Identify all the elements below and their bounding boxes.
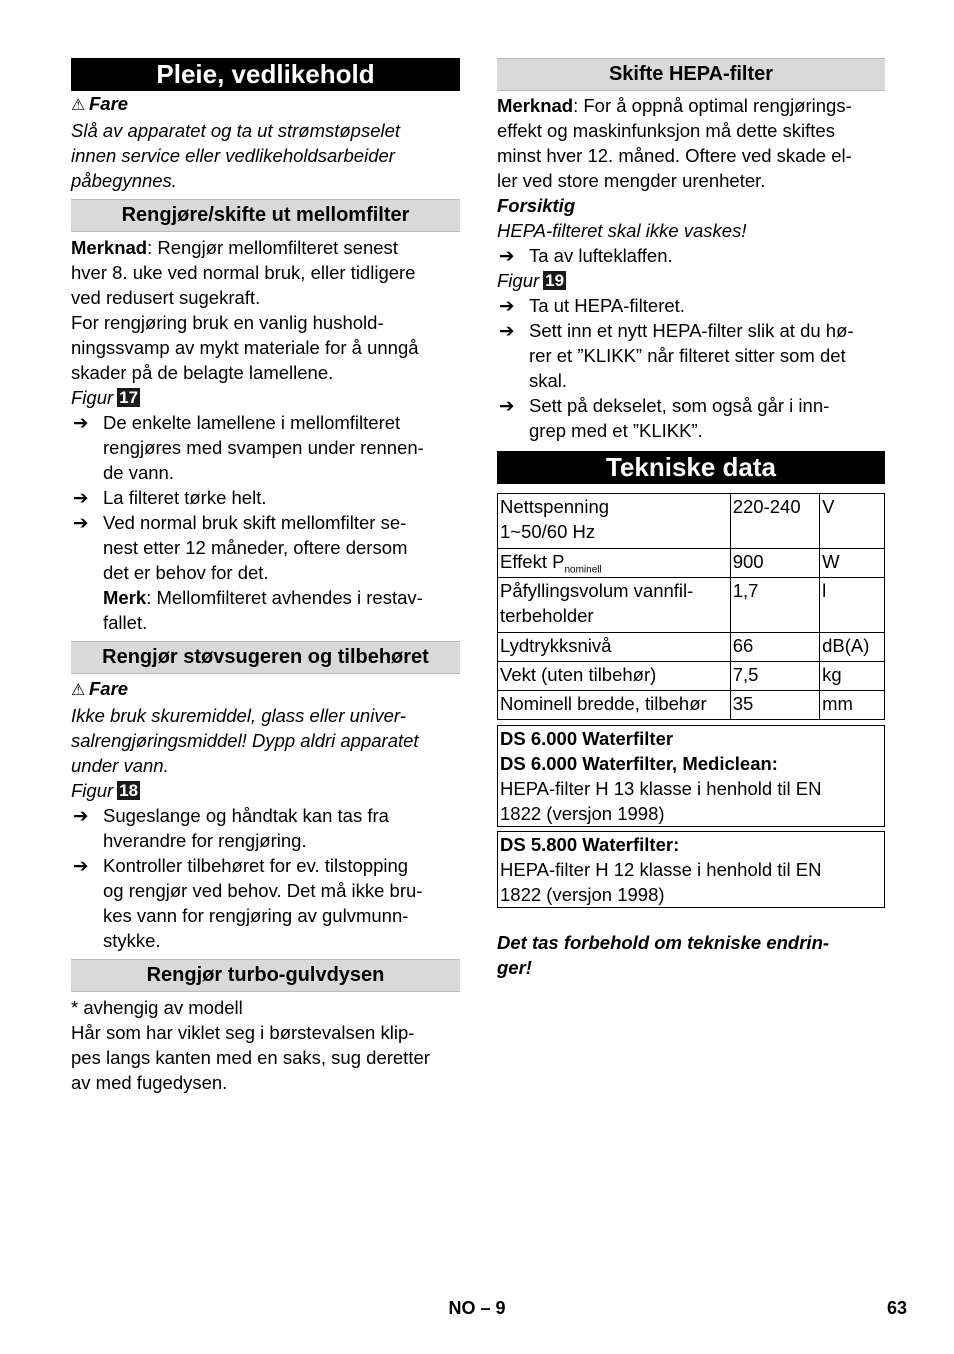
text-line: : For å oppnå optimal rengjørings-: [573, 95, 852, 116]
list-item: [497, 243, 885, 268]
disclaimer: [497, 930, 885, 980]
warning-text: [71, 118, 460, 193]
caution-text: HEPA-filteret skal ikke vaskes!: [497, 220, 747, 241]
text-line: : Mellomfilteret avhendes i restav-: [146, 587, 423, 608]
text-line: skader på de belagte lamellene.: [71, 362, 334, 383]
table-cell: dB(A): [820, 633, 885, 662]
body-paragraph: [71, 310, 460, 385]
arrow-icon: ➔: [73, 805, 89, 826]
list-item: [71, 485, 460, 510]
table-cell: [498, 578, 731, 633]
text-line: Ikke bruk skuremiddel, glass eller univer-: [71, 705, 406, 726]
list-item: [71, 410, 460, 485]
arrow-icon: ➔: [73, 412, 89, 433]
table-cell: [498, 494, 731, 549]
arrow-icon: ➔: [499, 395, 515, 416]
table-cell: Nominell bredde, tilbehør: [498, 691, 731, 720]
list-item: [71, 803, 460, 853]
text-line: effekt og maskinfunksjon må dette skiftes: [497, 120, 835, 141]
warning-heading: [71, 676, 460, 703]
table-row: [498, 691, 885, 720]
text-line: HEPA-filter H 13 klasse i henhold til EN: [500, 778, 822, 799]
warning-triangle-icon: ⚠: [71, 97, 86, 114]
arrow-icon: ➔: [499, 295, 515, 316]
text-line: Påfyllingsvolum vannfil-: [500, 580, 694, 601]
text-line: rer et ”KLIKK” når filteret sitter som det: [529, 345, 846, 366]
arrow-icon: ➔: [499, 320, 515, 341]
table-cell: V: [820, 494, 885, 549]
page-number: 63: [886, 1298, 907, 1318]
table-cell: mm: [820, 691, 885, 720]
figure-reference: [71, 778, 460, 803]
table-cell: 220-240: [730, 494, 819, 549]
text-line: de vann.: [103, 462, 174, 483]
arrow-icon: ➔: [499, 245, 515, 266]
text-line: Sett på dekselet, som også går i inn-: [529, 395, 830, 416]
text-line: For rengjøring bruk en vanlig hushold-: [71, 312, 384, 333]
box-heading: DS 5.800 Waterfilter:: [500, 834, 680, 855]
caution-label: Forsiktig: [497, 195, 576, 216]
arrow-icon: ➔: [73, 512, 89, 533]
warning-label: Fare: [89, 678, 129, 699]
table-row: [498, 578, 885, 633]
table-row: [498, 662, 885, 691]
warning-label: Fare: [89, 93, 129, 114]
text-line: Ved normal bruk skift mellomfilter se-: [103, 512, 407, 533]
text-line: Slå av apparatet og ta ut strømstøpselet: [71, 120, 401, 141]
text-line: kes vann for rengjøring av gulvmunn-: [103, 905, 409, 926]
text-line: påbegynnes.: [71, 170, 177, 191]
table-cell: 1,7: [730, 578, 819, 633]
warning-text: [71, 703, 460, 778]
box-heading: DS 6.000 Waterfilter: [500, 728, 674, 749]
text-line: hver 8. uke ved normal bruk, eller tidligere: [71, 262, 416, 283]
list-item: [497, 293, 885, 318]
table-cell: 66: [730, 633, 819, 662]
text-line: Sugeslange og håndtak kan tas fra: [103, 805, 389, 826]
text-line: Nettspenning: [500, 496, 610, 517]
table-cell: Vekt (uten tilbehør): [498, 662, 731, 691]
text-line: Kontroller tilbehøret for ev. tilstopping: [103, 855, 409, 876]
text-line: HEPA-filter H 12 klasse i henhold til EN: [500, 859, 822, 880]
text-line: Ta ut HEPA-filteret.: [529, 295, 685, 316]
figure-number: 17: [119, 388, 139, 407]
text-line: Det tas forbehold om tekniske endrin-: [497, 932, 830, 953]
table-cell: 35: [730, 691, 819, 720]
text-line: 1822 (versjon 1998): [500, 884, 665, 905]
right-column: [497, 58, 885, 980]
arrow-icon: ➔: [73, 487, 89, 508]
figure-label: Figur: [497, 270, 540, 291]
box-heading: DS 6.000 Waterfilter, Mediclean:: [500, 753, 778, 774]
body-paragraph: [71, 995, 460, 1095]
text-line: minst hver 12. måned. Oftere ved skade el-: [497, 145, 852, 166]
spec-table: [497, 493, 885, 720]
text-line: 1~50/60 Hz: [500, 521, 596, 542]
note-paragraph: [497, 93, 885, 193]
table-cell: 900: [730, 549, 819, 578]
table-cell: 7,5: [730, 662, 819, 691]
table-cell: W: [820, 549, 885, 578]
text-line: det er behov for det.: [103, 562, 269, 583]
text-line: Sett inn et nytt HEPA-filter slik at du hø-: [529, 320, 854, 341]
list-item: [497, 393, 885, 443]
text-line: Hår som har viklet seg i børstevalsen klip-: [71, 1022, 415, 1043]
table-cell: kg: [820, 662, 885, 691]
text-line: salrengjøringsmiddel! Dypp aldri apparatet: [71, 730, 419, 751]
text-line: ger!: [497, 957, 532, 978]
list-item: [497, 318, 885, 393]
warning-heading: [71, 91, 460, 118]
text-line: hverandre for rengjøring.: [103, 830, 307, 851]
text-line: terbeholder: [500, 605, 594, 626]
filter-info-box: [497, 725, 885, 827]
table-row: [498, 494, 885, 549]
text-line: og rengjør ved behov. Det må ikke bru-: [103, 880, 423, 901]
text-line: De enkelte lamellene i mellomfilteret: [103, 412, 401, 433]
text-line: grep med et ”KLIKK”.: [529, 420, 703, 441]
arrow-icon: ➔: [73, 855, 89, 876]
list-item: [71, 853, 460, 953]
subscript: nominell: [564, 564, 602, 576]
table-row: [498, 549, 885, 578]
section-title-turbo-nozzle: Rengjør turbo-gulvdysen: [71, 959, 460, 992]
text-line: ler ved store mengder urenheter.: [497, 170, 766, 191]
merk-label: Merk: [103, 587, 147, 608]
text-line: ved redusert sugekraft.: [71, 287, 261, 308]
text-line: rengjøres med svampen under rennen-: [103, 437, 424, 458]
text-line: Effekt P: [500, 551, 565, 572]
table-row: [498, 633, 885, 662]
figure-reference: [497, 268, 885, 293]
text-line: Ta av lufteklaffen.: [529, 245, 673, 266]
note-label: Merknad: [71, 237, 148, 258]
text-line: La filteret tørke helt.: [103, 487, 267, 508]
section-title-hepa: Skifte HEPA-filter: [497, 58, 885, 91]
footer-section-label: NO – 9: [448, 1298, 506, 1318]
table-cell: Lydtrykksnivå: [498, 633, 731, 662]
text-line: : Rengjør mellomfilteret senest: [147, 237, 398, 258]
text-line: fallet.: [103, 612, 148, 633]
figure-number: 19: [545, 271, 565, 290]
text-line: stykke.: [103, 930, 161, 951]
filter-info-box: [497, 831, 885, 908]
figure-reference: [71, 385, 460, 410]
text-line: innen service eller vedlikeholdsarbeider: [71, 145, 395, 166]
table-cell: l: [820, 578, 885, 633]
left-column: [71, 58, 460, 1095]
text-line: pes langs kanten med en saks, sug deretter: [71, 1047, 430, 1068]
text-line: av med fugedysen.: [71, 1072, 228, 1093]
section-title-clean-vacuum: Rengjør støvsugeren og tilbehøret: [71, 641, 460, 674]
figure-label: Figur: [71, 387, 114, 408]
section-title-intermediate-filter: Rengjøre/skifte ut mellomfilter: [71, 199, 460, 232]
text-line: skal.: [529, 370, 568, 391]
warning-triangle-icon: ⚠: [71, 682, 86, 699]
text-line: ningssvamp av mykt materiale for å unngå: [71, 337, 419, 358]
list-item: [71, 510, 460, 635]
figure-label: Figur: [71, 780, 114, 801]
text-line: * avhengig av modell: [71, 997, 243, 1018]
section-title-care: Pleie, vedlikehold: [71, 58, 460, 91]
note-paragraph: [71, 235, 460, 310]
table-cell: [498, 549, 731, 578]
section-title-tech-data: Tekniske data: [497, 451, 885, 484]
text-line: nest etter 12 måneder, oftere dersom: [103, 537, 408, 558]
figure-number: 18: [119, 781, 139, 800]
note-label: Merknad: [497, 95, 574, 116]
text-line: under vann.: [71, 755, 169, 776]
text-line: 1822 (versjon 1998): [500, 803, 665, 824]
